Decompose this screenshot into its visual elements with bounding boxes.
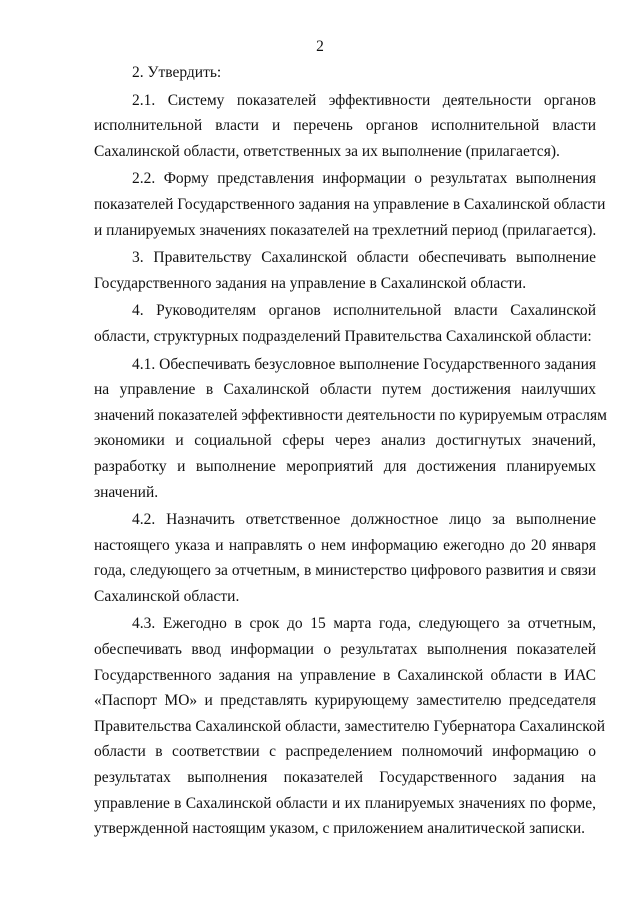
paragraph-line: Сахалинской области. [94,587,240,605]
paragraph-line: значений. [94,483,159,501]
paragraph-line: области в соответствии с распределением полномочий информацию о [94,743,596,761]
paragraph-4 [94,298,596,349]
paragraph-line: 3. Правительству Сахалинской области обеспечивать выполнение [132,249,596,267]
paragraph-line: результатах выполнения показателей Государственного задания на [94,769,596,787]
paragraph-line: 2.2. Форму представления информации о результатах выполнения [132,170,596,188]
paragraph-4-3 [94,611,606,841]
paragraph-line: «Паспорт МО» и представлять курирующему заместителю председателя [94,692,596,710]
paragraph-line: 4. Руководителям органов исполнительной власти Сахалинской [132,302,596,320]
paragraph-line: исполнительной власти и перечень органов исполнительной власти [94,117,596,135]
paragraph-line: разработку и выполнение мероприятий для достижения планируемых [94,457,596,475]
paragraph-line: Государственного задания на управление в Сахалинской области. [94,274,527,292]
paragraph-line: показателей Государственного задания на управление в Сахалинской области [94,195,606,213]
paragraph-line: 2.1. Систему показателей эффективности деятельности органов [132,91,596,109]
paragraph-line: области, структурных подразделений Правительства Сахалинской области: [94,327,592,345]
paragraph-line: обеспечивать ввод информации о результатах выполнения показателей [94,641,596,659]
paragraph-line: на управление в Сахалинской области путем достижения наилучших [94,381,596,399]
paragraph-line: утвержденной настоящим указом, с приложением аналитической записки. [94,820,586,838]
paragraph-line: Правительства Сахалинской области, заместителю Губернатора Сахалинской [94,717,606,735]
paragraph-3 [94,245,596,296]
paragraph-line: Государственного задания на управление в Сахалинской области в ИАС [94,666,596,684]
paragraph-line: Сахалинской области, ответственных за их выполнение (прилагается). [94,142,560,160]
paragraph-2-1 [94,88,596,165]
paragraph-line: экономики и социальной сферы через анализ достигнутых значений, [94,432,596,450]
paragraph-line: 4.2. Назначить ответственное должностное лицо за выполнение [132,511,596,529]
paragraph-2 [94,60,596,86]
paragraph-4-1 [94,352,607,506]
paragraph-line: 2. Утвердить: [132,64,222,81]
paragraph-line: 4.3. Ежегодно в срок до 15 марта года, следующего за отчетным, [132,615,596,633]
page-number: 2 [316,38,324,55]
paragraph-4-2 [94,507,596,609]
paragraph-line: настоящего указа и направлять о нем информацию ежегодно до 20 января [94,536,596,554]
paragraph-2-2 [94,166,606,243]
paragraph-line: и планируемых значениях показателей на трехлетний период (прилагается). [94,221,597,239]
document-body [94,60,607,842]
paragraph-line: значений показателей эффективности деятельности по курируемым отраслям [94,406,607,424]
paragraph-line: года, следующего за отчетным, в министерство цифрового развития и связи [94,562,596,580]
paragraph-line: управление в Сахалинской области и их планируемых значениях по форме, [94,794,596,812]
paragraph-line: 4.1. Обеспечивать безусловное выполнение Государственного задания [132,355,597,373]
